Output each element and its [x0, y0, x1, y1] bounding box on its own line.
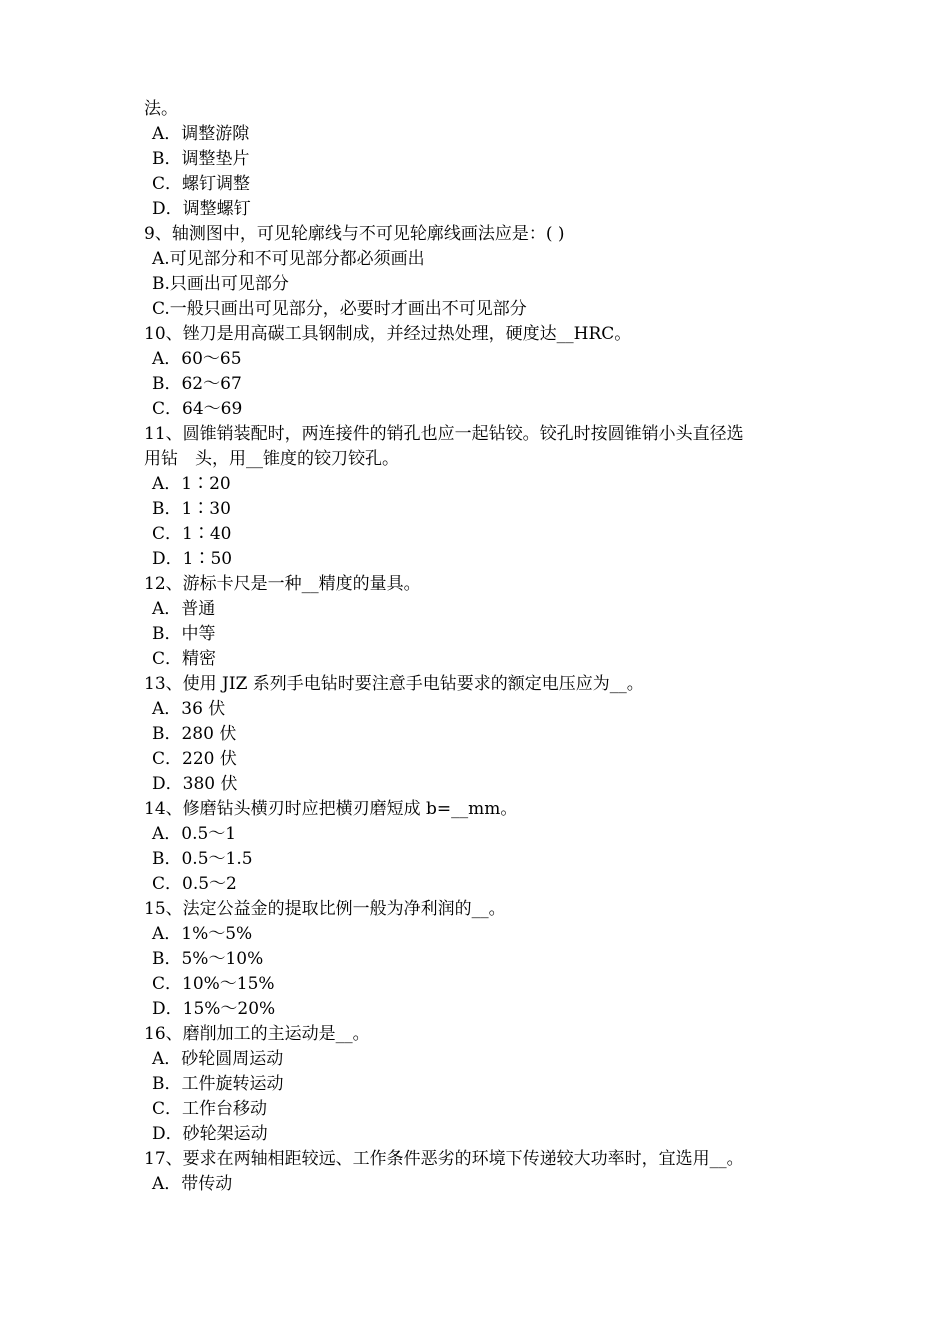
question-line: 法。 — [144, 99, 178, 119]
option-line: C．1∶40 — [152, 524, 232, 544]
option-line: B．1∶30 — [152, 499, 231, 519]
option-line: D．380 伏 — [152, 774, 238, 794]
option-line: D．15%～20% — [152, 999, 276, 1019]
question-line: 16、磨削加工的主运动是__。 — [144, 1024, 370, 1044]
question-list — [144, 97, 824, 1197]
option-line: A．带传动 — [152, 1174, 233, 1194]
option-line: C.一般只画出可见部分，必要时才画出不可见部分 — [152, 299, 527, 319]
option-line: A．普通 — [152, 599, 216, 619]
option-line: C．220 伏 — [152, 749, 237, 769]
option-line: B．中等 — [152, 624, 216, 644]
question-line: 用钻 头，用__锥度的铰刀铰孔。 — [144, 449, 399, 469]
question-line: 17、要求在两轴相距较远、工作条件恶劣的环境下传递较大功率时，宜选用__。 — [144, 1149, 744, 1169]
question-line: 14、修磨钻头横刃时应把横刃磨短成 b=__mm。 — [144, 799, 518, 819]
option-line: A．60～65 — [152, 349, 242, 369]
option-line: C．64～69 — [152, 399, 243, 419]
question-line: 10、锉刀是用高碳工具钢制成，并经过热处理，硬度达__HRC。 — [144, 324, 632, 344]
option-line: D．1∶50 — [152, 549, 233, 569]
option-line: B．工件旋转运动 — [152, 1074, 284, 1094]
option-line: B．280 伏 — [152, 724, 237, 744]
option-line: B．5%～10% — [152, 949, 264, 969]
option-line: A．1%～5% — [152, 924, 253, 944]
option-line: A．36 伏 — [152, 699, 226, 719]
option-line: A．砂轮圆周运动 — [152, 1049, 284, 1069]
question-line: 13、使用 JIZ 系列手电钻时要注意手电钻要求的额定电压应为__。 — [144, 674, 644, 694]
question-line: 15、法定公益金的提取比例一般为净利润的__。 — [144, 899, 506, 919]
question-line: 9、轴测图中，可见轮廓线与不可见轮廓线画法应是：( ) — [144, 224, 565, 244]
option-line: D．砂轮架运动 — [152, 1124, 268, 1144]
option-line: A.可见部分和不可见部分都必须画出 — [152, 249, 425, 269]
option-line: B．调整垫片 — [152, 149, 250, 169]
question-line: 12、游标卡尺是一种__精度的量具。 — [144, 574, 421, 594]
option-line: C．工作台移动 — [152, 1099, 268, 1119]
option-line: C．螺钉调整 — [152, 174, 251, 194]
option-line: C．0.5～2 — [152, 874, 237, 894]
option-line: C．10%～15% — [152, 974, 275, 994]
option-line: A．调整游隙 — [152, 124, 250, 144]
option-line: B．62～67 — [152, 374, 242, 394]
option-line: A．1∶20 — [152, 474, 231, 494]
question-line: 11、圆锥销装配时，两连接件的销孔也应一起钻铰。铰孔时按圆锥销小头直径选 — [144, 424, 744, 444]
option-line: D．调整螺钉 — [152, 199, 251, 219]
option-line: A．0.5～1 — [152, 824, 237, 844]
option-line: B．0.5～1.5 — [152, 849, 253, 869]
option-line: B.只画出可见部分 — [152, 274, 289, 294]
option-line: C．精密 — [152, 649, 217, 669]
